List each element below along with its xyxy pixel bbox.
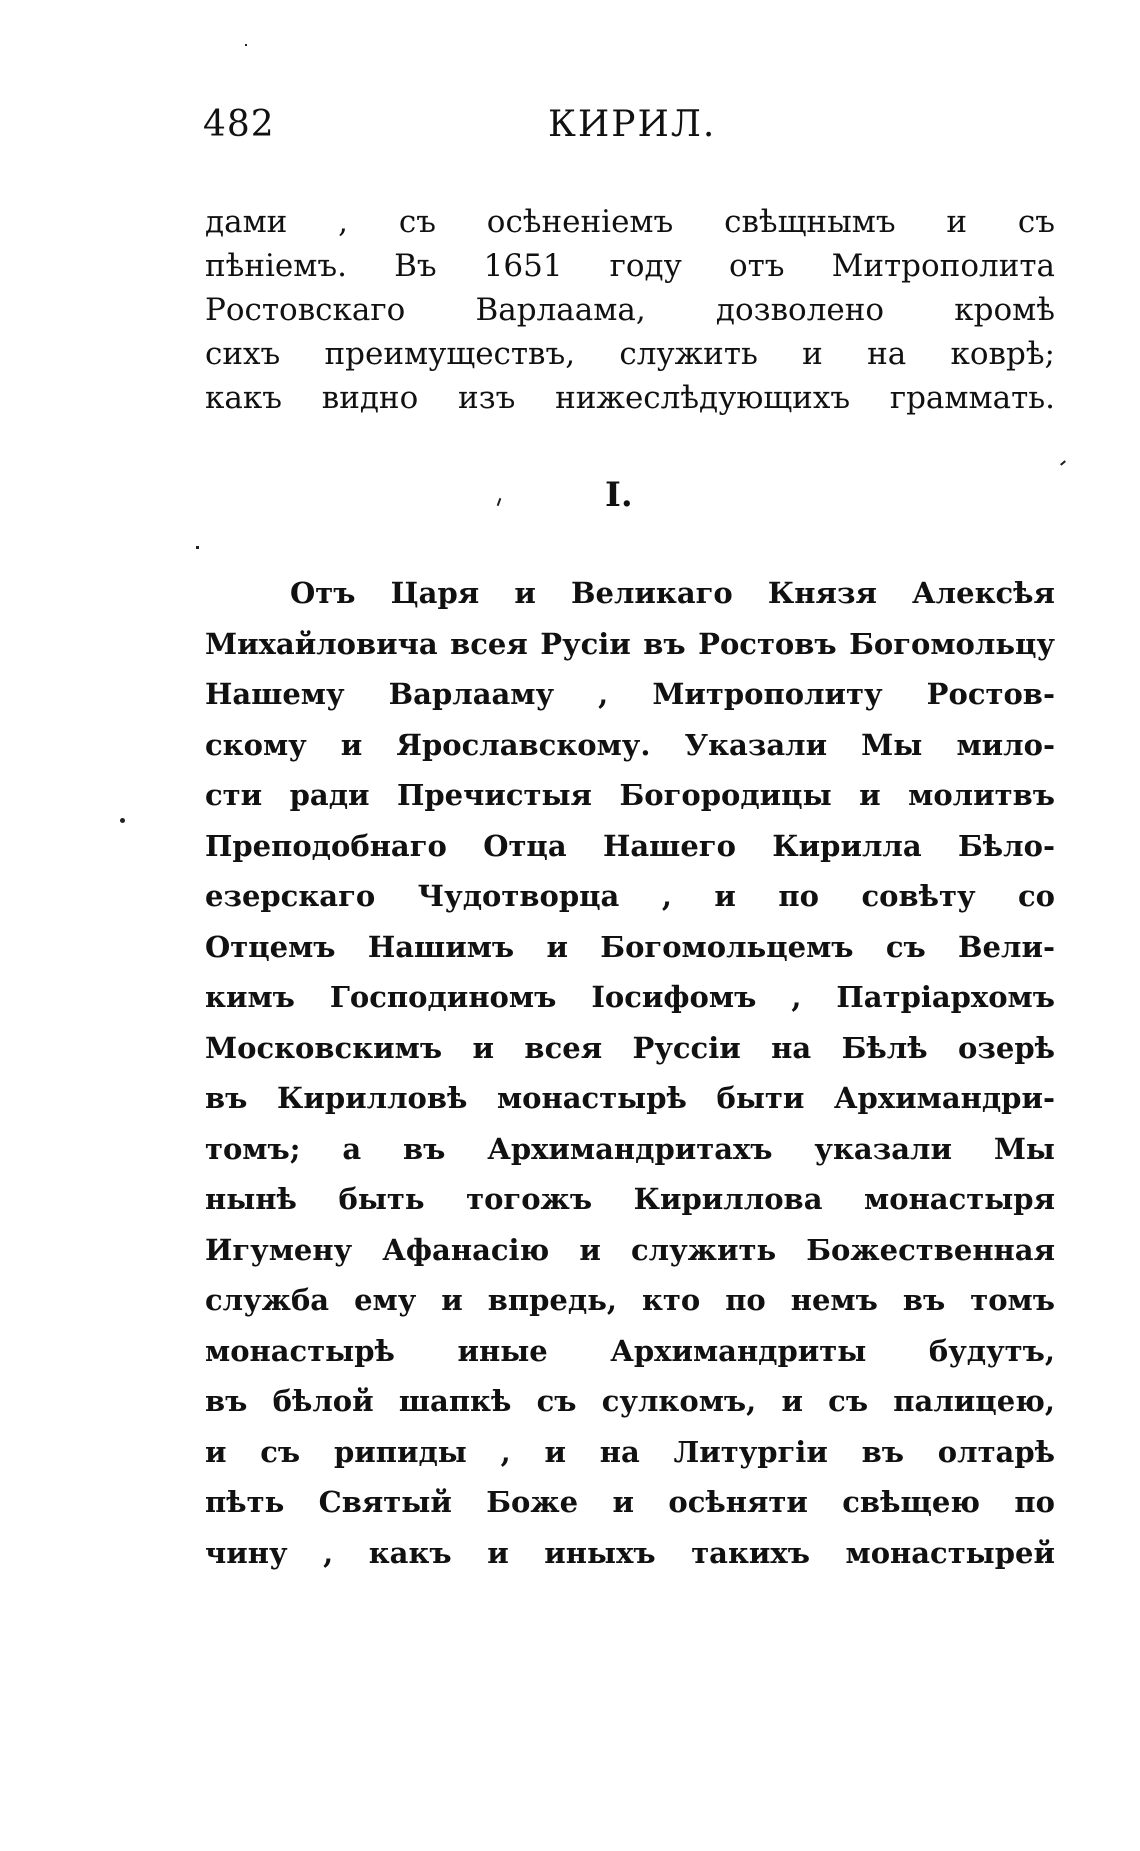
page-number: 482 bbox=[203, 104, 275, 145]
charter-line: Отъ Царя и Великаго Князя Алексѣя bbox=[290, 576, 1055, 610]
charter-line: нынѣ быть тогожъ Кириллова монастыря bbox=[205, 1182, 1055, 1216]
charter-line: сти ради Пречистыя Богородицы и молитвъ bbox=[205, 778, 1055, 812]
speck bbox=[196, 546, 199, 549]
intro-line: сихъ преимуществъ, служить и на коврѣ; bbox=[205, 336, 1055, 372]
intro-line: пѣніемъ. Въ 1651 году отъ Митрополита bbox=[205, 248, 1055, 284]
speck bbox=[245, 44, 247, 46]
charter-line: Игумену Афанасію и служить Божественная bbox=[205, 1232, 1055, 1267]
intro-line: какъ видно изъ нижеслѣдующихъ граммать. bbox=[205, 380, 1055, 416]
charter-line: кимъ Господиномъ Іосифомъ , Патріархомъ bbox=[205, 980, 1055, 1014]
charter-line: Преподобнаго Отца Нашего Кирилла Бѣло- bbox=[205, 828, 1055, 863]
intro-line: Ростовскаго Варлаама, дозволено кромѣ bbox=[205, 292, 1055, 328]
speck bbox=[497, 498, 502, 506]
intro-paragraph bbox=[205, 200, 1055, 420]
charter-line: Отцемъ Нашимъ и Богомольцемъ съ Вели- bbox=[205, 929, 1055, 964]
charter-line: езерскаго Чудотворца , и по совѣту со bbox=[205, 879, 1055, 913]
charter-line: пѣть Святый Боже и осѣняти свѣщею по bbox=[205, 1485, 1055, 1519]
charter-line: монастырѣ иные Архимандриты будутъ, bbox=[205, 1333, 1055, 1368]
charter-line: и съ рипиды , и на Литургіи въ олтарѣ bbox=[205, 1434, 1055, 1469]
charter-line: Московскимъ и всея Руссіи на Бѣлѣ озерѣ bbox=[205, 1030, 1055, 1065]
speck bbox=[1060, 460, 1066, 465]
speck bbox=[120, 818, 125, 823]
running-title: КИРИЛ. bbox=[548, 104, 717, 145]
charter-text bbox=[205, 568, 1055, 1578]
section-heading: I. bbox=[605, 475, 633, 515]
page-header bbox=[203, 104, 717, 154]
charter-line: томъ; а въ Архимандритахъ указали Мы bbox=[205, 1131, 1055, 1166]
charter-line: Михайловича всея Русіи въ Ростовъ Богомольцу bbox=[205, 626, 1055, 661]
charter-line: въ бѣлой шапкѣ съ сулкомъ, и съ палицею, bbox=[205, 1384, 1055, 1418]
charter-line: служба ему и впредь, кто по немъ въ томъ bbox=[205, 1283, 1055, 1317]
charter-line: Нашему Варлааму , Митрополиту Ростов- bbox=[205, 677, 1055, 711]
intro-line: дами , съ осѣненіемъ свѣщнымъ и съ bbox=[205, 204, 1055, 240]
charter-line: въ Кирилловѣ монастырѣ быти Архимандри- bbox=[205, 1081, 1055, 1115]
charter-line: скому и Ярославскому. Указали Мы мило- bbox=[205, 727, 1055, 762]
charter-line: чину , какъ и иныхъ такихъ монастырей bbox=[205, 1535, 1055, 1570]
